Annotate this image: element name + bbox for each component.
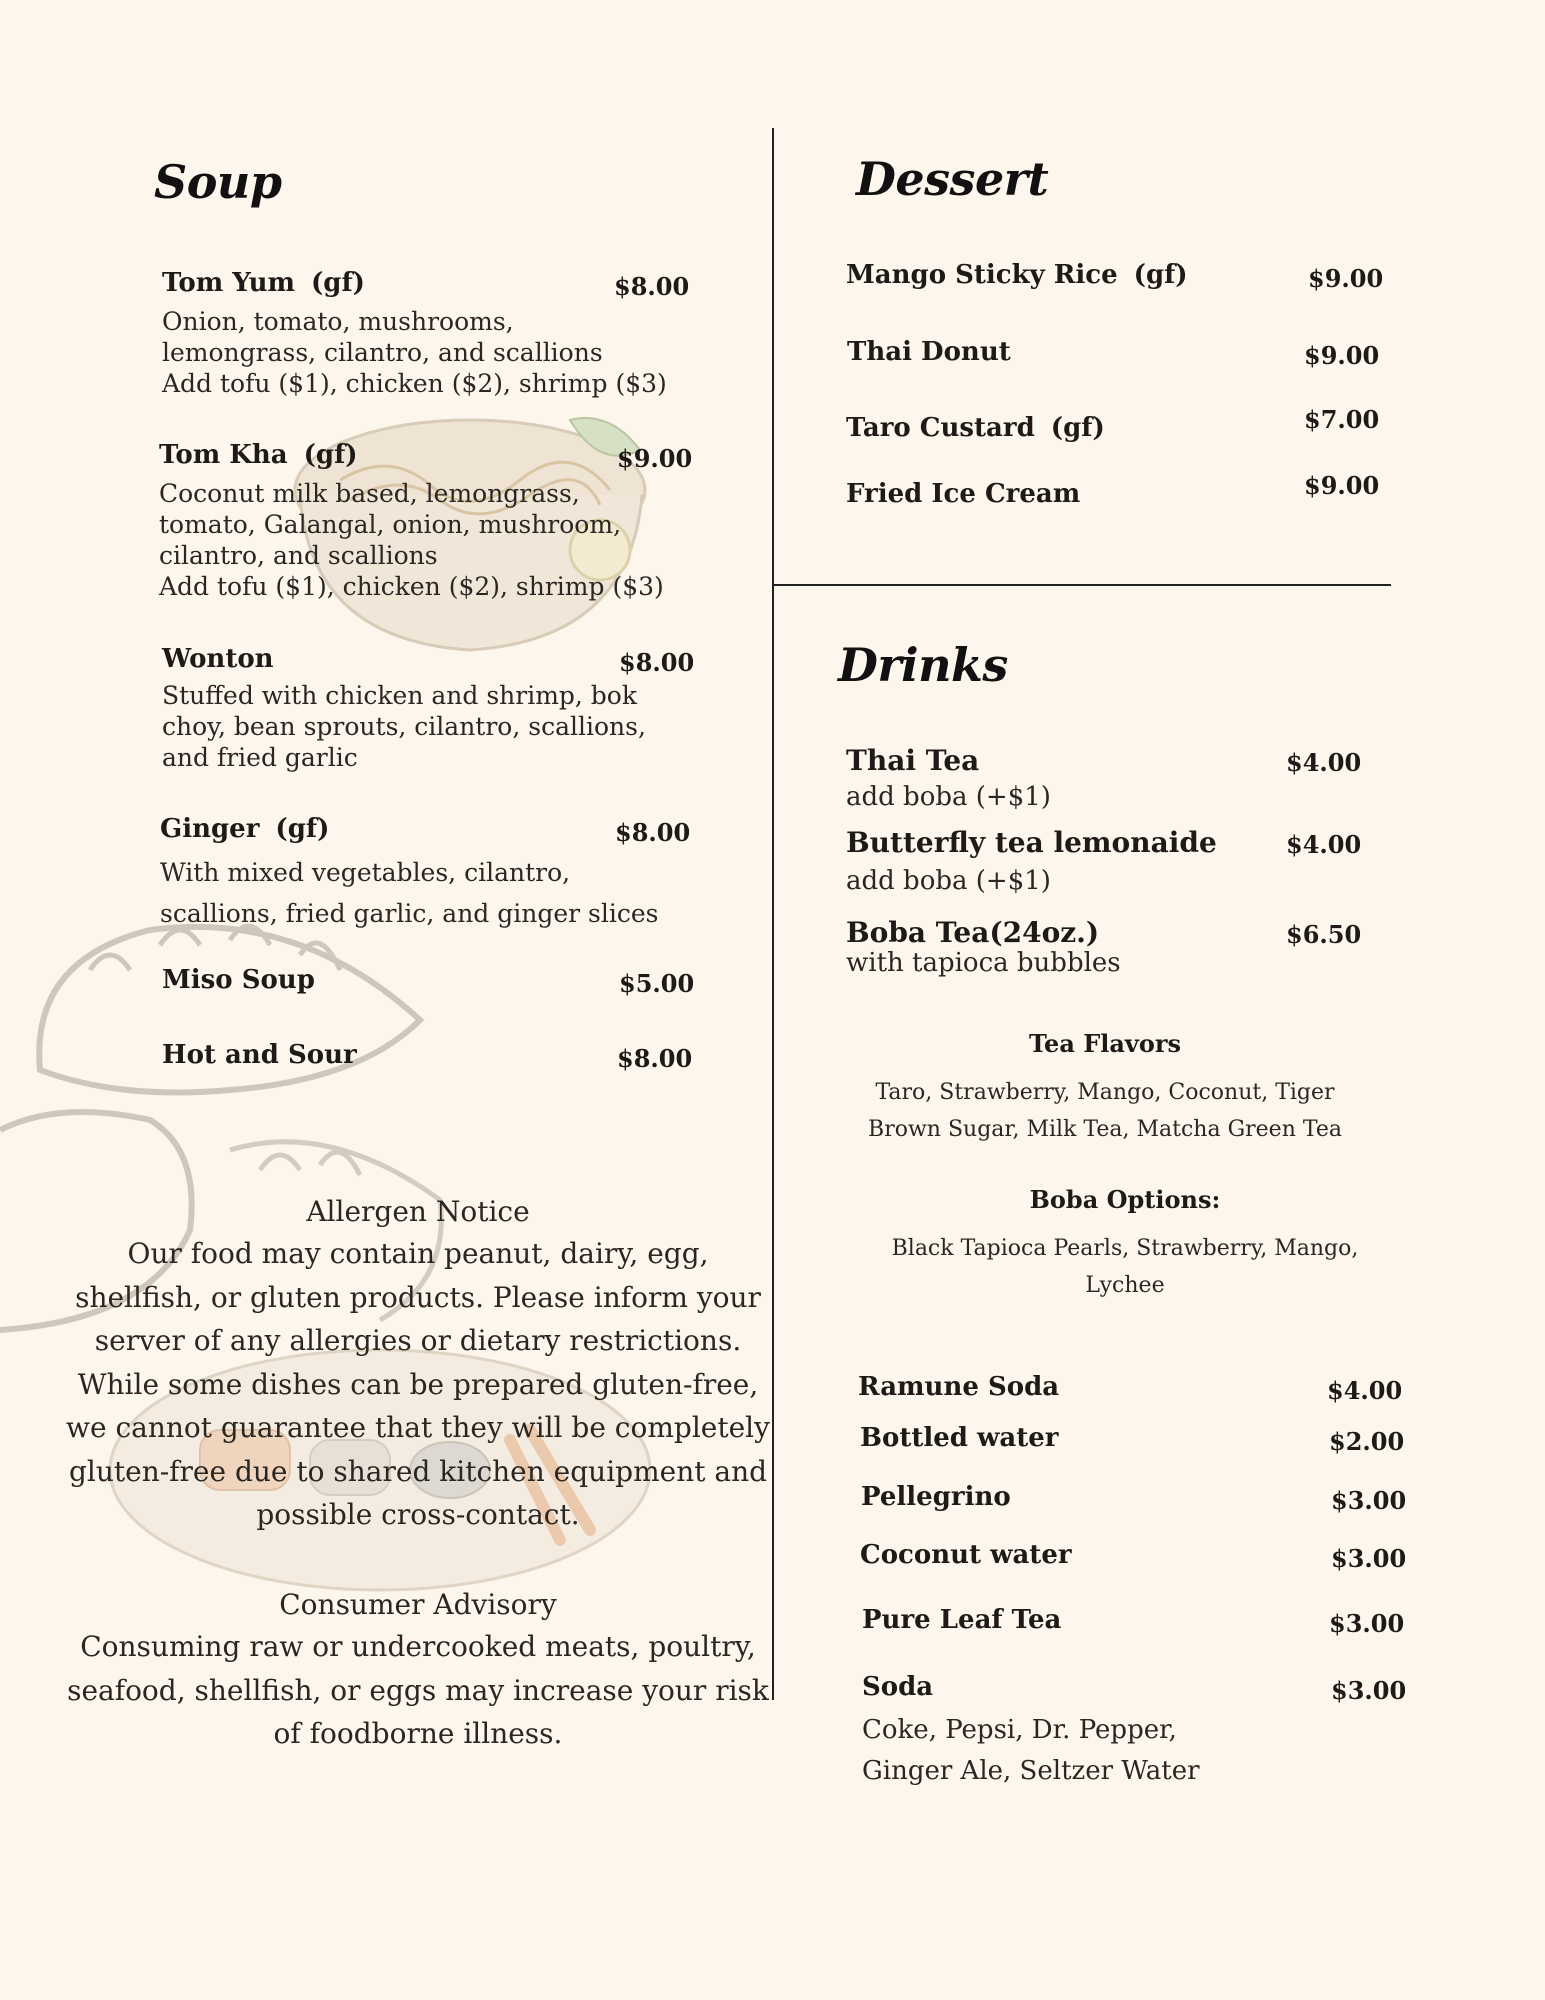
gluten-free-tag: (gf) — [310, 268, 365, 298]
dessert-item-name: Thai Donut — [847, 337, 1011, 367]
allergen-notice-line: shellfish, or gluten products. Please inform your — [75, 1280, 761, 1314]
soup-item — [162, 268, 365, 298]
description-line: Add tofu ($1), chicken ($2), shrimp ($3) — [162, 369, 667, 398]
soda-description-line: Ginger Ale, Seltzer Water — [862, 1756, 1200, 1786]
soup-item-price: $9.00 — [617, 444, 693, 473]
description-line: With mixed vegetables, cilantro, — [160, 858, 571, 887]
dessert-item-price: $9.00 — [1304, 341, 1380, 370]
drink-item-price: $3.00 — [1331, 1676, 1407, 1705]
soda-description-line: Coke, Pepsi, Dr. Pepper, — [862, 1715, 1177, 1745]
gluten-free-tag: (gf) — [1133, 260, 1188, 290]
drink-item-note: add boba (+$1) — [846, 866, 1051, 896]
section-divider — [773, 584, 1391, 586]
description-line: scallions, fried garlic, and ginger slices — [160, 899, 659, 928]
allergen-notice-line: server of any allergies or dietary restrictions. — [94, 1324, 742, 1357]
soup-item-price: $8.00 — [617, 1044, 693, 1073]
soup-item — [159, 440, 358, 470]
soup-item-price: $8.00 — [615, 818, 691, 847]
soup-item-price: $8.00 — [614, 272, 690, 301]
allergen-notice-line: While some dishes can be prepared gluten-free, — [77, 1367, 759, 1401]
dessert-item — [846, 479, 1080, 509]
drinks-section-title: Drinks — [838, 638, 1008, 692]
drink-item-price: $3.00 — [1331, 1544, 1407, 1573]
dessert-item-name: Taro Custard — [846, 413, 1035, 443]
allergen-notice-line: gluten-free due to shared kitchen equipment and — [68, 1454, 768, 1488]
dessert-item-price: $9.00 — [1308, 264, 1384, 293]
tea-flavors — [850, 1026, 1360, 1148]
dessert-section-title: Dessert — [856, 152, 1049, 206]
dessert-item-price: $9.00 — [1304, 471, 1380, 500]
drink-item-name: Thai Tea — [846, 744, 980, 777]
dessert-item-name: Fried Ice Cream — [846, 479, 1081, 509]
drink-item-price: $3.00 — [1329, 1609, 1405, 1638]
dessert-item — [847, 337, 1011, 367]
gluten-free-tag: (gf) — [1050, 413, 1105, 443]
soup-item — [160, 814, 329, 844]
drink-item-price: $2.00 — [1329, 1427, 1405, 1456]
soup-item-description — [162, 680, 646, 773]
consumer-advisory-line: of foodborne illness. — [273, 1717, 563, 1750]
drink-item-price: $4.00 — [1286, 748, 1362, 777]
allergen-notice-line: possible cross-contact. — [256, 1498, 580, 1531]
consumer-advisory-line: seafood, shellfish, or eggs may increase your risk — [67, 1673, 769, 1707]
soup-item — [162, 1040, 357, 1070]
boba-option-line: Black Tapioca Pearls, Strawberry, Mango, — [891, 1236, 1359, 1261]
drink-item-note: with tapioca bubbles — [846, 948, 1121, 978]
allergen-notice-line: we cannot guarantee that they will be completely — [66, 1411, 770, 1444]
allergen-notice — [60, 1192, 776, 1537]
description-line: choy, bean sprouts, cilantro, scallions, — [162, 712, 646, 741]
description-line: lemongrass, cilantro, and scallions — [162, 338, 603, 367]
allergen-notice-title: Allergen Notice — [306, 1195, 530, 1228]
boba-options — [870, 1182, 1380, 1304]
soup-item-price: $5.00 — [619, 969, 695, 998]
drink-item-name: Ramune Soda — [858, 1372, 1060, 1402]
consumer-advisory-title: Consumer Advisory — [279, 1588, 557, 1621]
soup-item-description — [162, 306, 667, 399]
tea-flavor-line: Taro, Strawberry, Mango, Coconut, Tiger — [875, 1080, 1335, 1105]
gluten-free-tag: (gf) — [303, 440, 358, 470]
consumer-advisory — [60, 1585, 776, 1756]
boba-options-title: Boba Options: — [1029, 1185, 1221, 1214]
soup-item-name: Tom Yum — [162, 268, 295, 298]
allergen-notice-line: Our food may contain peanut, dairy, egg, — [127, 1237, 709, 1270]
soup-item-description — [159, 478, 664, 602]
description-line: tomato, Galangal, onion, mushroom, — [159, 510, 622, 539]
soup-item-name: Hot and Sour — [162, 1040, 357, 1070]
drink-item-price: $3.00 — [1331, 1486, 1407, 1515]
description-line: Stuffed with chicken and shrimp, bok — [162, 681, 637, 710]
drink-item-name: Boba Tea(24oz.) — [846, 916, 1100, 949]
soup-item-description — [160, 852, 659, 934]
soup-item-name: Miso Soup — [162, 965, 315, 995]
soup-item-name: Tom Kha — [159, 440, 288, 470]
soup-section-title: Soup — [154, 155, 282, 209]
soup-item-name: Wonton — [162, 644, 274, 674]
tea-flavors-title: Tea Flavors — [1028, 1029, 1182, 1058]
drink-item-name: Pure Leaf Tea — [862, 1605, 1062, 1635]
soup-item — [162, 965, 315, 995]
description-line: Coconut milk based, lemongrass, — [159, 479, 580, 508]
soup-item-price: $8.00 — [619, 648, 695, 677]
dessert-item-price: $7.00 — [1304, 405, 1380, 434]
description-line: Onion, tomato, mushrooms, — [162, 307, 514, 336]
description-line: Add tofu ($1), chicken ($2), shrimp ($3) — [159, 572, 664, 601]
column-divider — [772, 128, 774, 1700]
dessert-item-name: Mango Sticky Rice — [846, 260, 1118, 290]
drink-item-name: Butterfly tea lemonaide — [846, 826, 1217, 859]
drink-item-name: Pellegrino — [861, 1482, 1011, 1512]
gluten-free-tag: (gf) — [275, 814, 330, 844]
drink-item-name: Bottled water — [860, 1423, 1059, 1453]
consumer-advisory-line: Consuming raw or undercooked meats, poultry, — [80, 1630, 756, 1663]
drink-item-name: Coconut water — [860, 1540, 1072, 1570]
dessert-item — [846, 260, 1188, 290]
soup-item — [162, 644, 274, 674]
description-line: and fried garlic — [162, 743, 358, 772]
description-line: cilantro, and scallions — [159, 541, 438, 570]
soda-description — [862, 1710, 1200, 1792]
boba-option-line: Lychee — [1085, 1273, 1165, 1298]
soup-item-name: Ginger — [160, 814, 260, 844]
drink-item-name: Soda — [862, 1672, 934, 1702]
tea-flavor-line: Brown Sugar, Milk Tea, Matcha Green Tea — [868, 1117, 1342, 1142]
drink-item-price: $4.00 — [1327, 1376, 1403, 1405]
drink-item-price: $6.50 — [1286, 920, 1362, 949]
dessert-item — [846, 413, 1105, 443]
drink-item-note: add boba (+$1) — [846, 782, 1051, 812]
drink-item-price: $4.00 — [1286, 830, 1362, 859]
